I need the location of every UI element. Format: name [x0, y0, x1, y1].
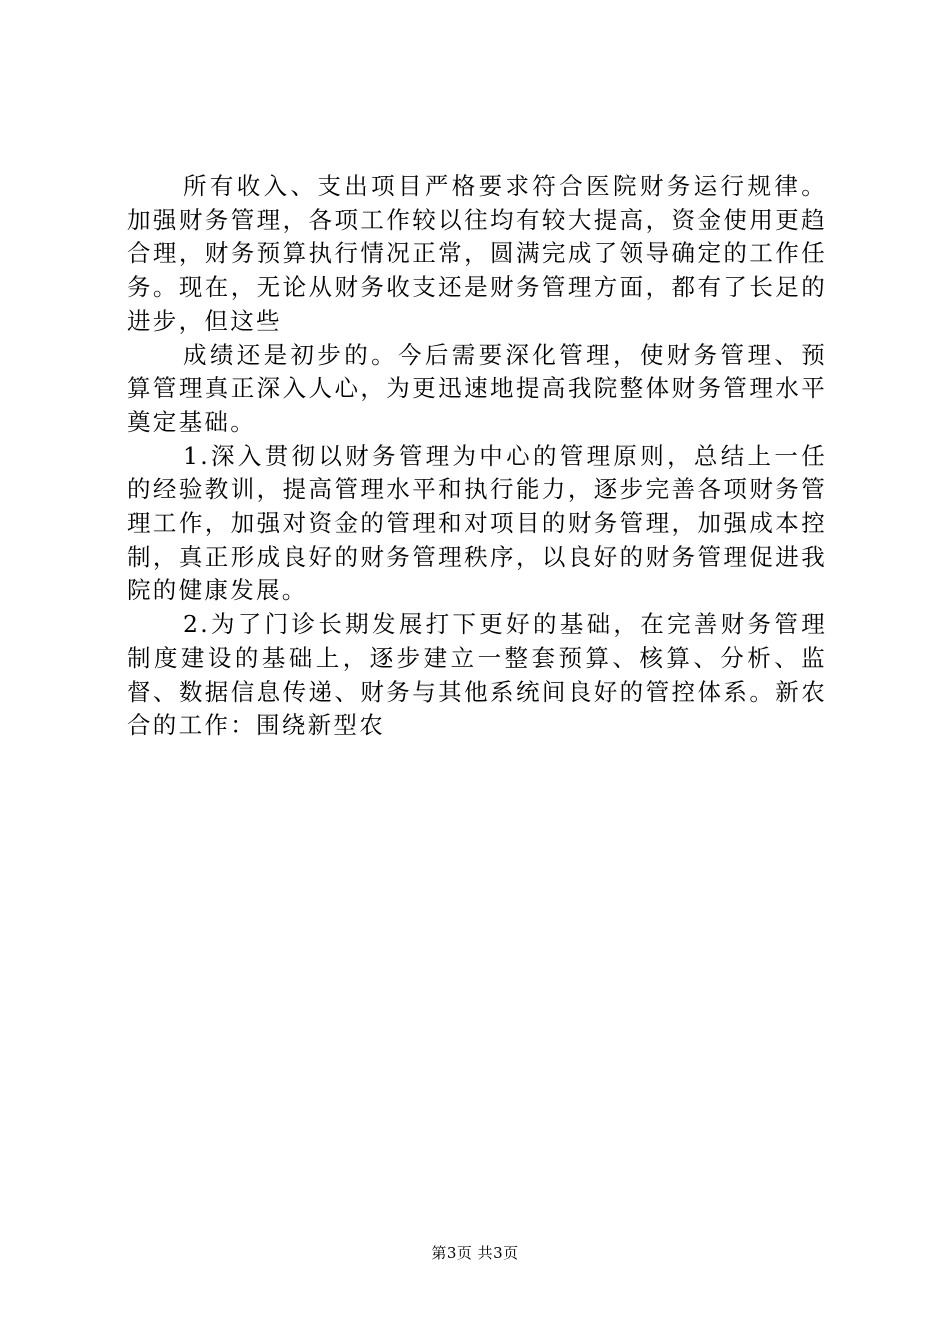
document-body — [127, 170, 827, 743]
paragraph-3: 1.深入贯彻以财务管理为中心的管理原则，总结上一任的经验教训，提高管理水平和执行能力，逐步完善各项财务管理工作，加强对资金的管理和对项目的财务管理，加强成本控制，真正形成良好的财务管理秩序，以良好的财务管理促进我院的健康发展。 — [127, 441, 827, 605]
paragraph-1: 所有收入、支出项目严格要求符合医院财务运行规律。加强财务管理，各项工作较以往均有较大提高，资金使用更趋合理，财务预算执行情况正常，圆满完成了领导确定的工作任务。现在，无论从财务收支还是财务管理方面，都有了长足的进步，但这些 — [127, 172, 827, 335]
page-footer: 第3页 共3页 — [431, 1244, 519, 1262]
paragraph-4: 2.为了门诊长期发展打下更好的基础，在完善财务管理制度建设的基础上，逐步建立一整套预算、核算、分析、监督、数据信息传递、财务与其他系统间良好的管控体系。新农合的工作：围绕新型农 — [127, 610, 827, 740]
paragraph-2: 成绩还是初步的。今后需要深化管理，使财务管理、预算管理真正深入人心，为更迅速地提高我院整体财务管理水平奠定基础。 — [127, 340, 827, 436]
